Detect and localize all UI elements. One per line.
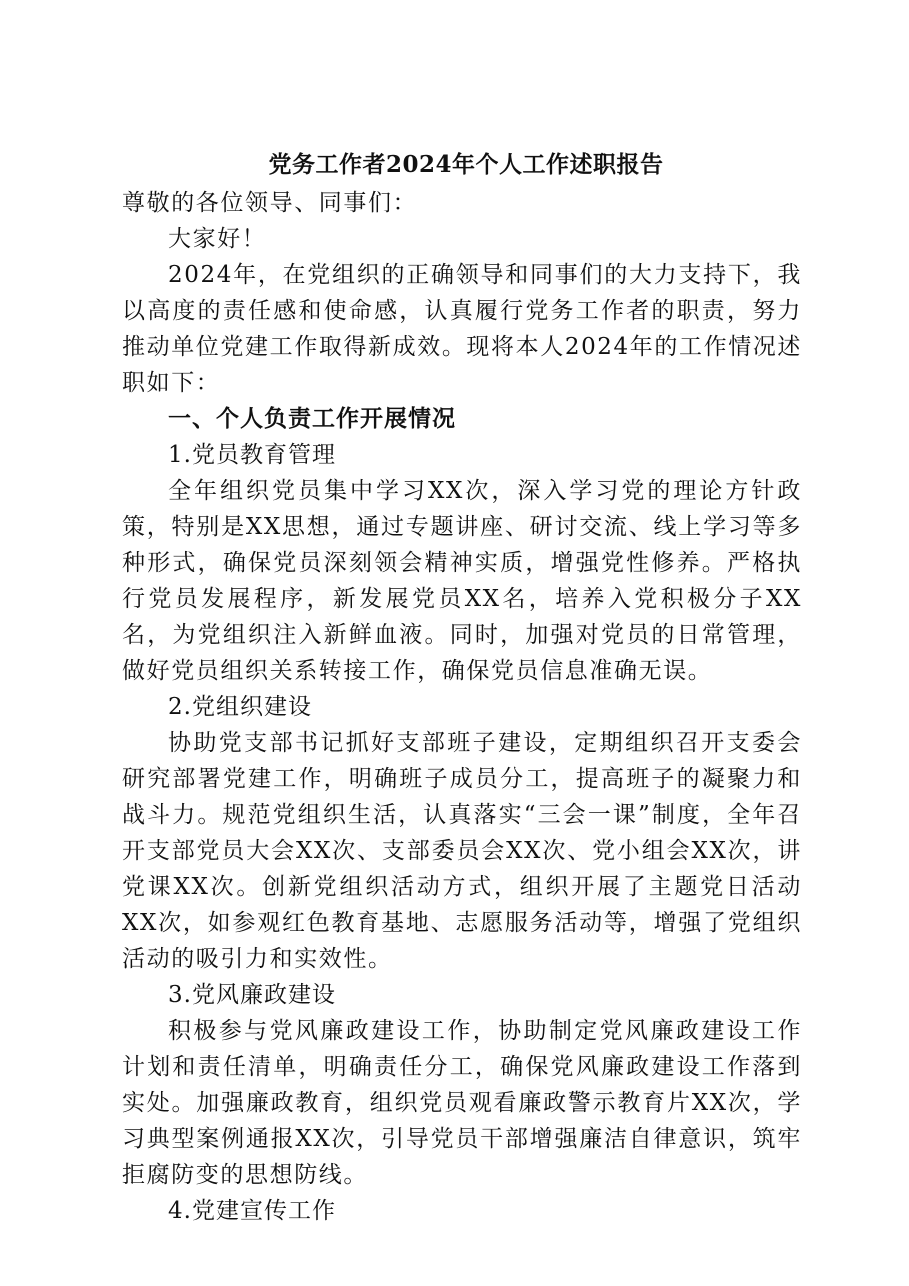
item-paragraph: 积极参与党风廉政建设工作，协助制定党风廉政建设工作计划和责任清单，明确责任分工，确保党风廉政建设工作落到实处。加强廉政教育，组织党员观看廉政警示教育片XX次，学习典型案例通报XX次，引导党员干部增强廉洁自律意识，筑牢拒腐防变的思想防线。 [122,1018,802,1188]
salutation: 尊敬的各位领导、同事们： [122,190,418,216]
item-heading: 4.党建宣传工作 [168,1198,336,1224]
document-body [122,145,802,1229]
intro-paragraph: 2024年，在党组织的正确领导和同事们的大力支持下，我以高度的责任感和使命感，认真履行党务工作者的职责，努力推动单位党建工作取得新成效。现将本人2024年的工作情况述职如下： [122,262,802,396]
item-paragraph: 全年组织党员集中学习XX次，深入学习党的理论方针政策，特别是XX思想，通过专题讲座、研讨交流、线上学习等多种形式，确保党员深刻领会精神实质，增强党性修养。严格执行党员发展程序，新发展党员XX名，培养入党积极分子XX名，为党组织注入新鲜血液。同时，加强对党员的日常管理，做好党员组织关系转接工作，确保党员信息准确无误。 [122,478,802,684]
greeting: 大家好！ [168,226,267,252]
item-heading: 1.党员教育管理 [168,442,336,468]
item-heading: 3.党风廉政建设 [168,982,336,1008]
item-paragraph: 协助党支部书记抓好支部班子建设，定期组织召开支委会研究部署党建工作，明确班子成员分工，提高班子的凝聚力和战斗力。规范党组织生活，认真落实“三会一课”制度，全年召开支部党员大会XX次、支部委员会XX次、党小组会XX次，讲党课XX次。创新党组织活动方式，组织开展了主题党日活动XX次，如参观红色教育基地、志愿服务活动等，增强了党组织活动的吸引力和实效性。 [122,730,802,972]
document-title: 党务工作者2024年个人工作述职报告 [268,151,664,178]
section-heading: 一、个人负责工作开展情况 [168,405,456,432]
item-heading: 2.党组织建设 [168,694,312,720]
